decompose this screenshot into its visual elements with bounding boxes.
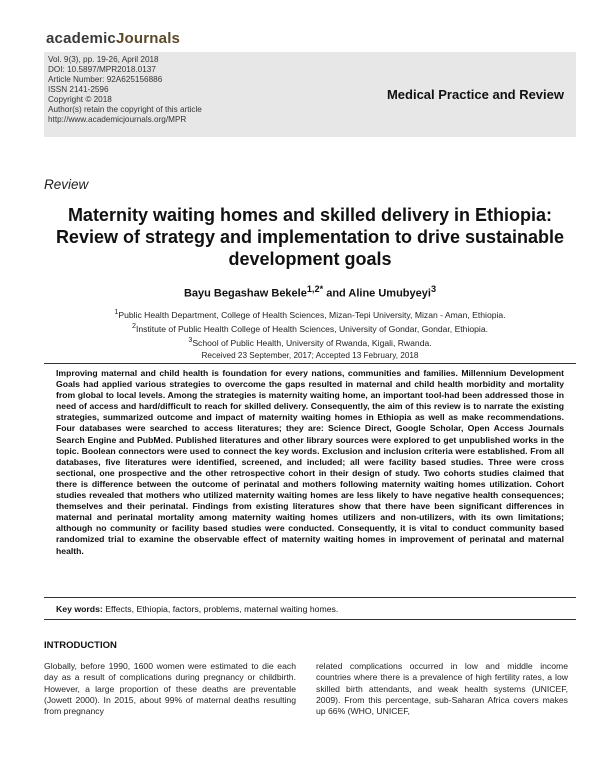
logo-part-journals: Journals bbox=[115, 30, 181, 47]
keywords bbox=[56, 604, 338, 614]
author-affiliation-marker: 3 bbox=[430, 284, 437, 294]
meta-article-number: Article Number: 92A625156886 bbox=[48, 75, 163, 84]
abstract-text: Improving maternal and child health is foundation for every nations, communities and families. Millennium Development Goals had applied various strategies to overcome the gaps resulted in maternal and child health morbidity and mortality from global to local levels. Among the strategies is maternity waiting home, an important tool-had been addressed those in need of access and hard/difficult to reach for skilled delivery. Consequently, the aim of this review is to narrate the existing strategies, summarized outcome and impact of maternity waiting homes in Ethiopia as well as make recommendations. Four databases were searched to access literatures; they are: Science Direct, Google Scholar, Open Access Journals Search Engine and PubMed. Published literatures and other library sources were explored to get unpublished works in the topic. Boolean connectors were used to connect the key words. Exclusion and inclusion criteria were established. From all databases, five literatures were identified, screened, and included; all were facility based studies. Three were cross sectional, one prospective and the other retrospective cohort in their design of study. Two cohorts studies claimed that there is difference between the outcome of perinatal and mothers following maternity waiting homes utilization. Cohort studies revealed that mothers who utilized maternity waiting homes are less likely to have negative health consequences; themselves and their perinatal. Findings from existing literatures show that there have been significant differences in maternal and perinatal mortality among maternity waiting homes utilizers and non-utilizers, with its own limitations; although no community or facility based studies were conducted. Consequently, it is vital to conduct community based randomized trial to examine the observable effect of maternity waiting homes in improvement of perinatal and maternal health. bbox=[56, 368, 564, 556]
article-title: Maternity waiting homes and skilled delivery in Ethiopia: Review of strategy and implementation to drive sustainable development goals bbox=[55, 205, 565, 269]
meta-issn: ISSN 2141-2596 bbox=[48, 85, 109, 94]
author-name: Bayu Begashaw Bekele bbox=[183, 287, 307, 300]
author-list bbox=[44, 284, 576, 300]
affiliation-line bbox=[44, 307, 576, 321]
body-column-left: Globally, before 1990, 1600 women were estimated to die each day as a result of complications during pregnancy or childbirth. However, a large proportion of these deaths are preventable (Jowett 2000). In 2015, about 99% of maternal deaths resulting from pregnancy bbox=[44, 661, 296, 717]
affiliation-line bbox=[44, 335, 576, 349]
author-affiliation-marker: 1,2* bbox=[306, 284, 324, 294]
keywords-list: Effects, Ethiopia, factors, problems, maternal waiting homes. bbox=[105, 604, 339, 614]
journal-name: Medical Practice and Review bbox=[386, 87, 564, 102]
affiliation-text: School of Public Health, University of Rwanda, Kigali, Rwanda. bbox=[192, 337, 432, 348]
affiliation-line bbox=[44, 321, 576, 335]
publisher-logo bbox=[46, 30, 180, 47]
received-dates: Received 23 September, 2017; Accepted 13 February, 2018 bbox=[201, 351, 419, 360]
meta-volume: Vol. 9(3), pp. 19-26, April 2018 bbox=[48, 55, 159, 64]
abstract-box bbox=[44, 363, 576, 598]
affiliation-number: 1 bbox=[114, 308, 119, 316]
meta-doi: DOI: 10.5897/MPR2018.0137 bbox=[48, 65, 156, 74]
author-name: Aline Umubyeyi bbox=[348, 287, 431, 300]
affiliation-number: 3 bbox=[188, 335, 193, 344]
section-heading-introduction: INTRODUCTION bbox=[44, 640, 117, 651]
article-type: Review bbox=[44, 177, 89, 192]
author-connector: and bbox=[323, 287, 349, 300]
logo-part-academic: academic bbox=[46, 30, 116, 47]
affiliation-text: Institute of Public Health College of Health Sciences, University of Gondar, Gondar, Ethiopia. bbox=[135, 323, 489, 334]
body-column-right: related complications occurred in low and middle income countries where there is a prevalence of high fertility rates, a low skilled birth attendants, and weak health systems (UNICEF, 2009). From this percentage, sub-Saharan Africa covers makes up 66% (WHO, UNICEF, bbox=[316, 661, 568, 717]
keywords-divider bbox=[44, 619, 576, 620]
meta-rights: Author(s) retain the copyright of this article bbox=[48, 105, 202, 114]
article-metadata bbox=[48, 55, 202, 125]
keywords-label: Key words: bbox=[56, 604, 103, 614]
meta-copyright: Copyright © 2018 bbox=[48, 95, 112, 104]
affiliations bbox=[44, 307, 576, 349]
meta-url[interactable]: http://www.academicjournals.org/MPR bbox=[48, 115, 187, 124]
affiliation-text: Public Health Department, College of Health Sciences, Mizan-Tepi University, Mizan - Aman, Ethiopia. bbox=[118, 309, 506, 320]
affiliation-number: 2 bbox=[131, 321, 136, 330]
